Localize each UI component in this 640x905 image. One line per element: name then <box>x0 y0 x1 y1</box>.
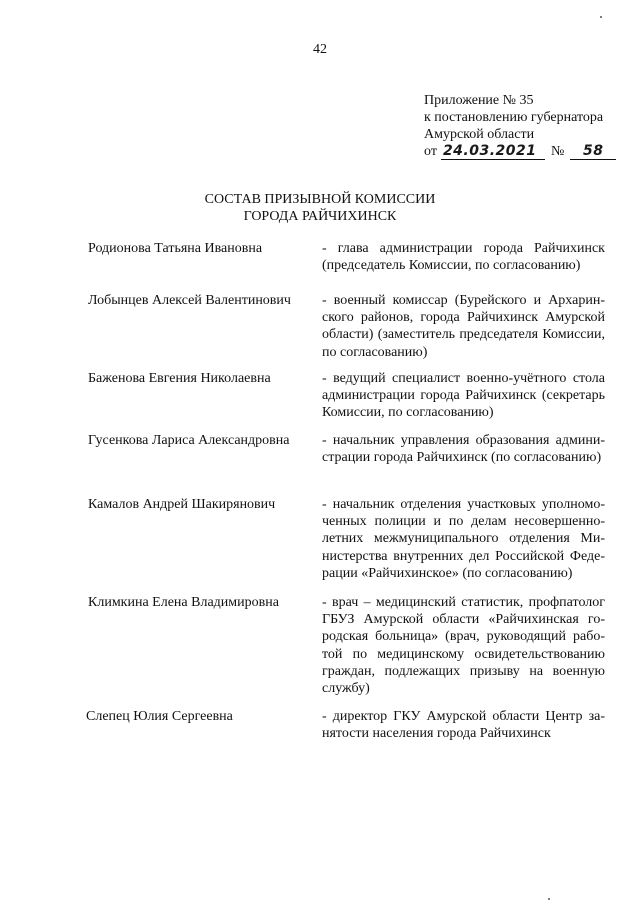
scan-speck <box>600 16 602 18</box>
appendix-line-2: к постановлению губернатора <box>424 110 604 125</box>
decree-reference <box>424 143 634 160</box>
page-number: 42 <box>313 42 327 57</box>
member-role: - ведущий специалист военно-учётного стола администрации города Райчихинск (секретарь Комиссии, по согласованию) <box>322 371 605 421</box>
title-line-1: СОСТАВ ПРИЗЫВНОЙ КОМИССИИ <box>204 192 436 207</box>
appendix-header <box>424 92 634 160</box>
appendix-line-1: Приложение № 35 <box>424 93 534 108</box>
member-role: - врач – медицинский статистик, профпатолог ГБУЗ Амурской области «Райчихинская городская больница» (врач, руководящий работой по медицинскому освидетельствованию граждан, подлежащих призыву на военную службу) <box>322 595 605 697</box>
date-prefix: от <box>424 144 437 159</box>
title-line-2: ГОРОДА РАЙЧИХИНСК <box>243 209 397 224</box>
document-title <box>0 191 640 225</box>
handwritten-number: 58 <box>570 144 616 160</box>
member-name: Камалов Андрей Шакирянович <box>88 497 276 512</box>
member-role: - глава администрации города Райчихинск (председатель Комиссии, по согласованию) <box>322 241 605 274</box>
member-role: - начальник управления образования администрации города Райчихинск (по согласованию) <box>322 433 605 466</box>
member-name: Климкина Елена Владимировна <box>88 595 279 610</box>
member-role: - начальник отделения участковых уполномоченных полиции и по делам несовершеннолетних межмуниципального отделения Министерства внутренних дел Российской Федерации «Райчихинское» (по согласованию) <box>322 497 605 581</box>
scan-speck <box>548 898 550 900</box>
member-name: Баженова Евгения Николаевна <box>88 371 271 386</box>
member-name: Слепец Юлия Сергеевна <box>86 709 233 724</box>
appendix-line-3: Амурской области <box>424 127 535 142</box>
member-name: Гусенкова Лариса Александровна <box>88 433 290 448</box>
member-role: - военный комиссар (Бурейского и Архаринского районов, города Райчихинск Амурской области) (заместитель председателя Комиссии, по согласованию) <box>322 293 605 360</box>
member-name: Родионова Татьяна Ивановна <box>88 241 263 256</box>
member-role: - директор ГКУ Амурской области Центр занятости населения города Райчихинск <box>322 709 605 742</box>
number-prefix: № <box>550 144 565 159</box>
member-name: Лобынцев Алексей Валентинович <box>88 293 291 308</box>
handwritten-date: 24.03.2021 <box>441 144 545 160</box>
